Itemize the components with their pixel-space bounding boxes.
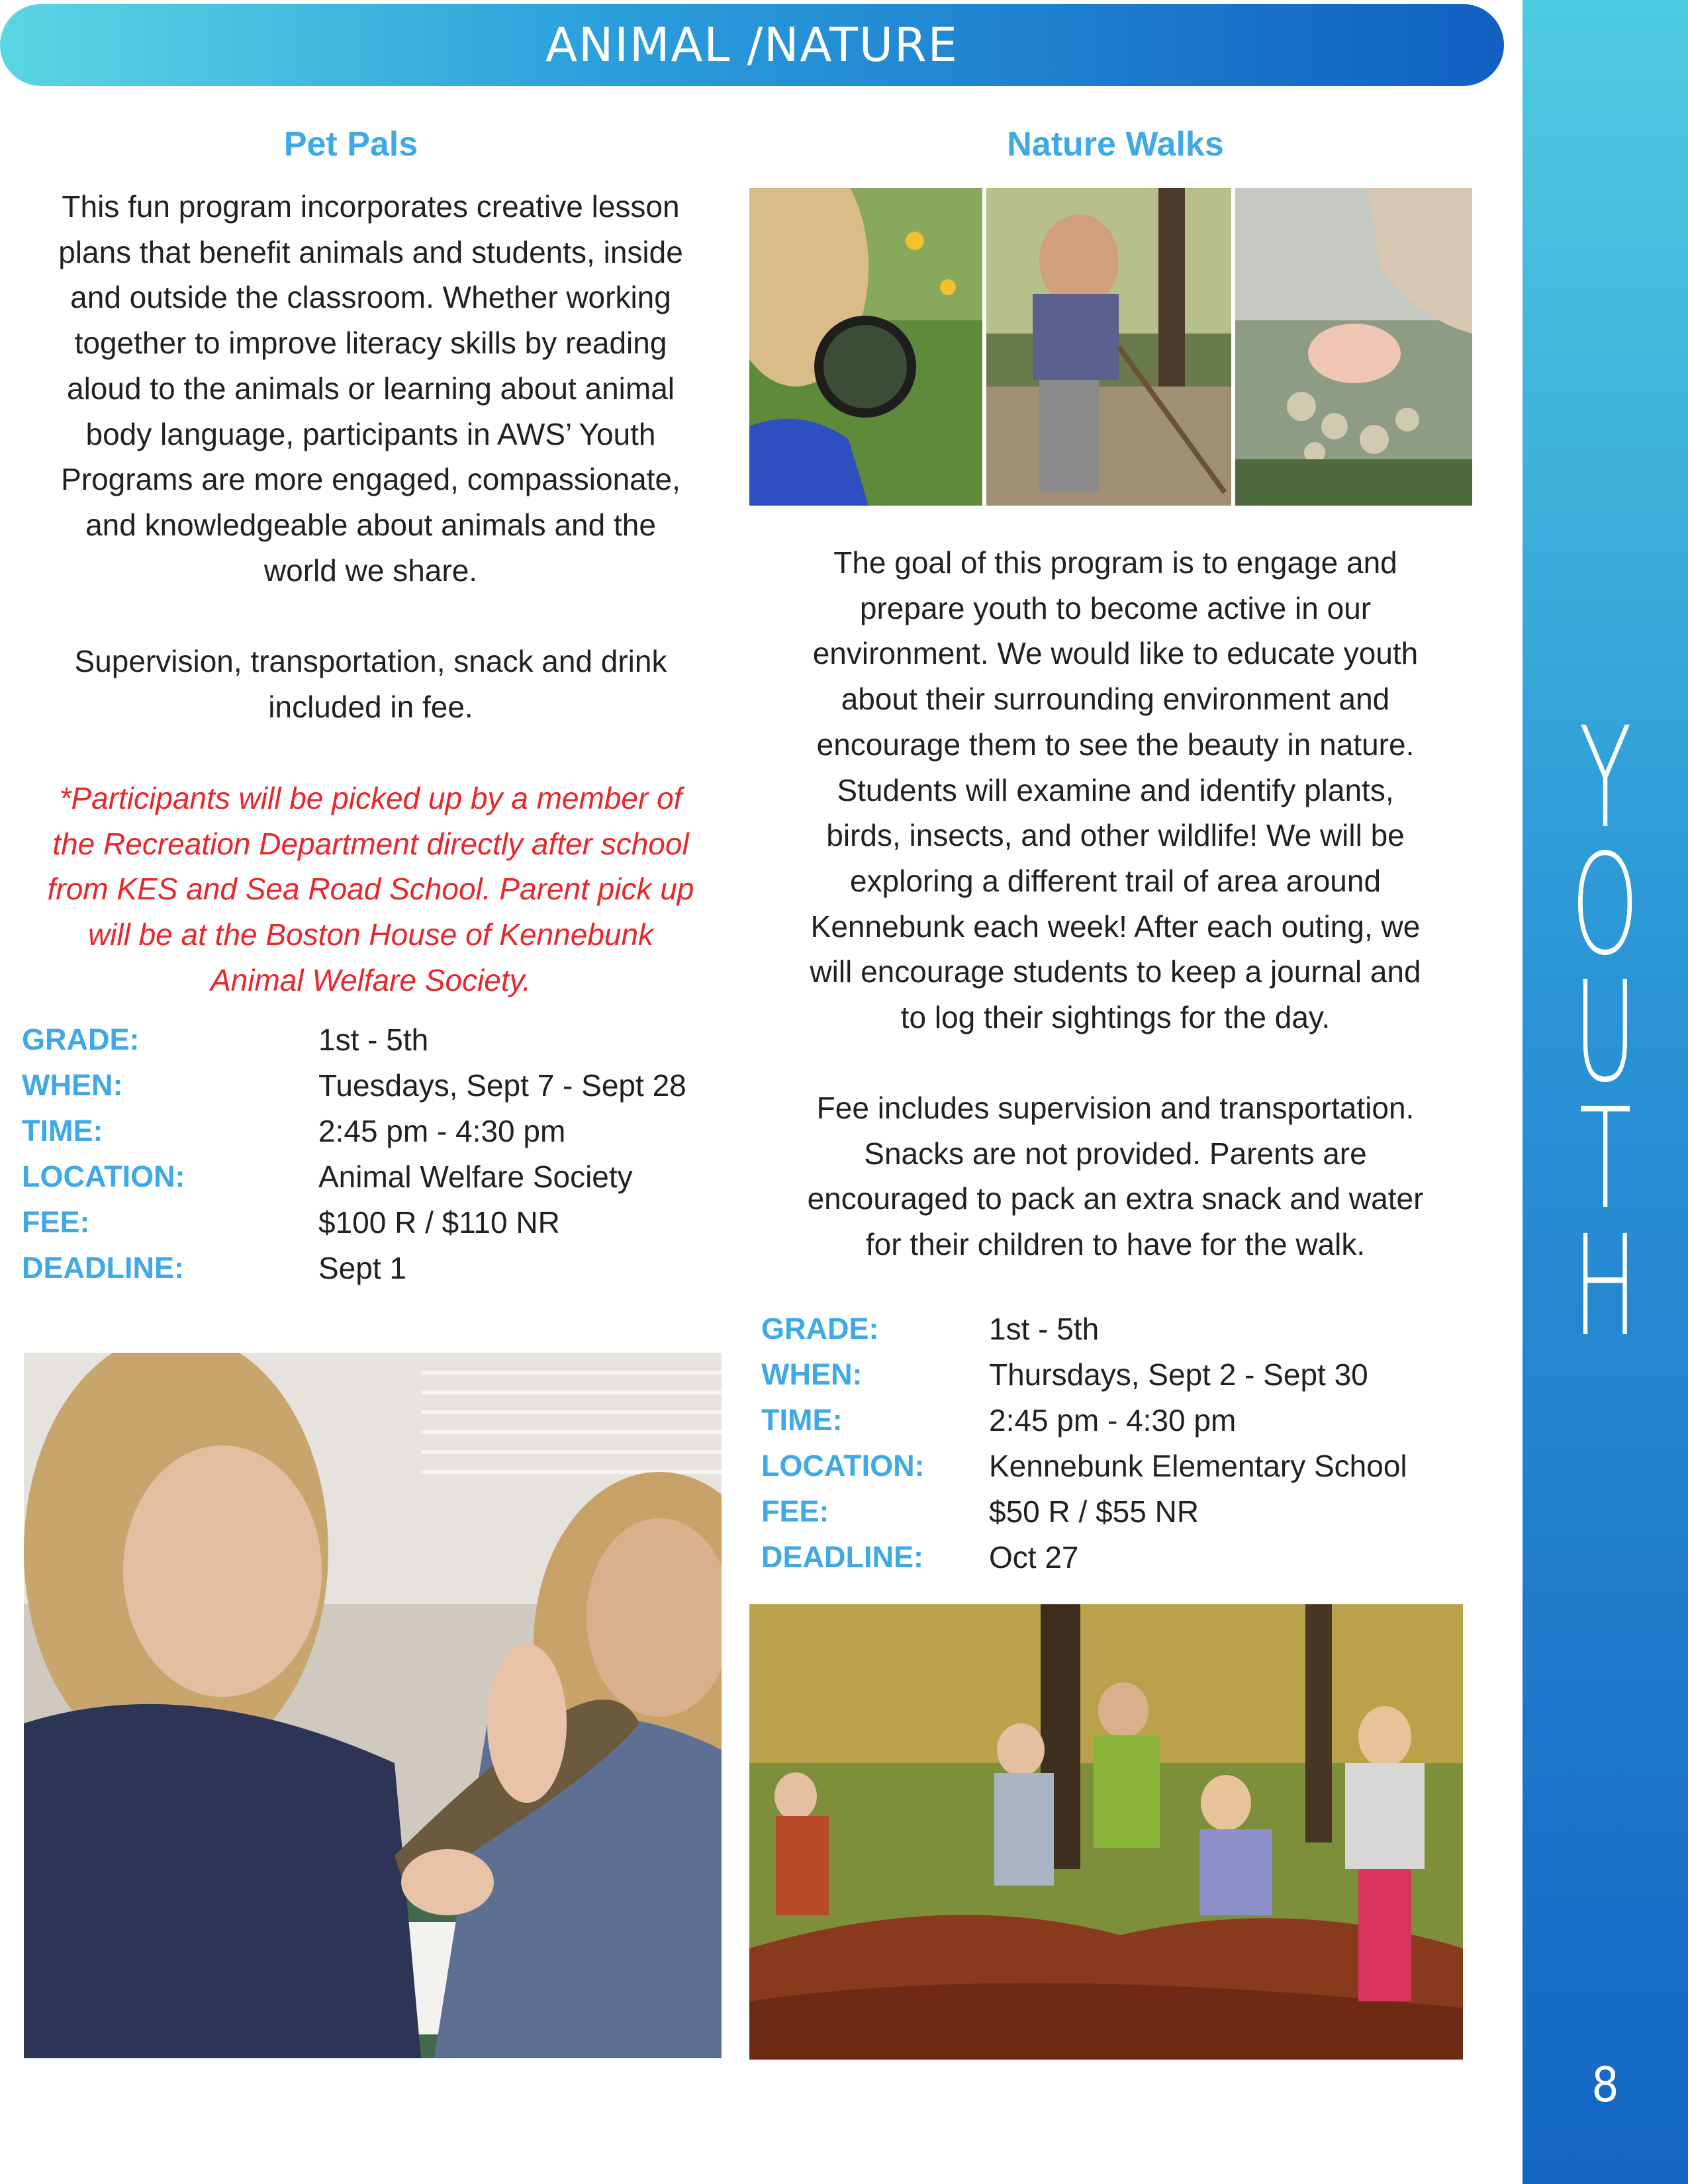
section-title: ANIMAL /NATURE xyxy=(545,18,959,72)
magnifier-photo xyxy=(749,188,982,506)
youth-letter: O xyxy=(1571,824,1640,986)
detail-label: WHEN: xyxy=(761,1357,863,1391)
detail-row-grade xyxy=(761,1306,1489,1351)
detail-row-when xyxy=(22,1062,724,1108)
moss-mushroom-photo xyxy=(1235,188,1472,506)
detail-row-when xyxy=(761,1351,1489,1397)
detail-label: FEE: xyxy=(22,1205,90,1239)
detail-label: DEADLINE: xyxy=(761,1539,923,1574)
pet-pals-supervision-note: Supervision, transportation, snack and drink included in fee. xyxy=(74,644,667,724)
pet-pals-title: Pet Pals xyxy=(283,125,418,163)
detail-row-location xyxy=(22,1154,724,1199)
detail-value: $100 R / $110 NR xyxy=(318,1205,560,1240)
pet-pals-description: This fun program incorporates creative lesson plans that benefit animals and students, inside and outside the classroom. Whether working together to improve literacy skills by reading aloud to the animals or learning about animal body language, participants in AWS’ Youth Programs are more engaged, compassionate, and knowledgeable about animals and the world we share. xyxy=(58,189,683,588)
detail-label: GRADE: xyxy=(761,1311,879,1345)
youth-sidebar xyxy=(1523,0,1688,2184)
detail-row-time xyxy=(761,1397,1489,1443)
detail-value: Oct 27 xyxy=(989,1539,1079,1574)
detail-row-deadline xyxy=(22,1245,724,1291)
detail-value: Animal Welfare Society xyxy=(318,1159,633,1194)
pet-pals-pickup-note: *Participants will be picked up by a member of the Recreation Department directly after school from KES and Sea Road School. Parent pick up will be at the Boston House of Kennebunk Animal Welfare Society. xyxy=(47,781,694,997)
detail-label: LOCATION: xyxy=(761,1448,925,1482)
autumn-leaves-photo xyxy=(749,1604,1463,2060)
youth-letter: Y xyxy=(1579,697,1632,859)
detail-label: WHEN: xyxy=(22,1068,123,1102)
youth-letter: T xyxy=(1579,1078,1632,1240)
nature-walks-description: The goal of this program is to engage and prepare youth to become active in our environment. We would like to educate youth about their surrounding environment and encourage them to see the beauty in nature. Students will examine and identify plants, birds, insects, and other wildlife! We will be exploring a different trail of area around Kennebunk each week! After each outing, we will encourage students to keep a journal and to log their sightings for the day. xyxy=(810,545,1421,1035)
detail-row-fee xyxy=(22,1199,724,1245)
detail-value: 1st - 5th xyxy=(318,1022,429,1057)
nature-walks-fee-note: Fee includes supervision and transportation. Snacks are not provided. Parents are encouraged to pack an extra snack and water for their children to have for the walk. xyxy=(807,1091,1424,1262)
detail-value: $50 R / $55 NR xyxy=(989,1494,1199,1529)
detail-label: FEE: xyxy=(761,1494,829,1528)
detail-value: Kennebunk Elementary School xyxy=(989,1448,1407,1483)
section-banner xyxy=(0,4,1504,86)
detail-label: TIME: xyxy=(761,1402,843,1437)
detail-value: Thursdays, Sept 2 - Sept 30 xyxy=(989,1357,1368,1392)
nature-walks-title: Nature Walks xyxy=(1007,125,1224,163)
detail-label: TIME: xyxy=(22,1113,103,1148)
detail-row-fee xyxy=(761,1488,1489,1534)
detail-label: LOCATION: xyxy=(22,1159,185,1193)
forest-stick-photo xyxy=(986,188,1231,506)
detail-value: 1st - 5th xyxy=(989,1311,1100,1346)
detail-row-deadline xyxy=(761,1534,1489,1580)
detail-label: GRADE: xyxy=(22,1022,140,1056)
detail-value: 2:45 pm - 4:30 pm xyxy=(989,1402,1237,1437)
youth-vertical-title xyxy=(1523,697,1688,1367)
youth-letter: H xyxy=(1573,1205,1638,1367)
youth-letter: U xyxy=(1573,951,1637,1113)
nature-walks-details xyxy=(761,1306,1489,1580)
detail-row-time xyxy=(22,1108,724,1154)
detail-value: Tuesdays, Sept 7 - Sept 28 xyxy=(318,1068,686,1103)
page-number: 8 xyxy=(1591,2057,1619,2113)
detail-value: Sept 1 xyxy=(318,1250,406,1285)
detail-label: DEADLINE: xyxy=(22,1250,184,1285)
detail-row-grade xyxy=(22,1017,724,1062)
pet-pals-details xyxy=(22,1017,724,1291)
detail-row-location xyxy=(761,1443,1489,1488)
detail-value: 2:45 pm - 4:30 pm xyxy=(318,1113,566,1148)
pet-pals-photo xyxy=(24,1353,722,2058)
